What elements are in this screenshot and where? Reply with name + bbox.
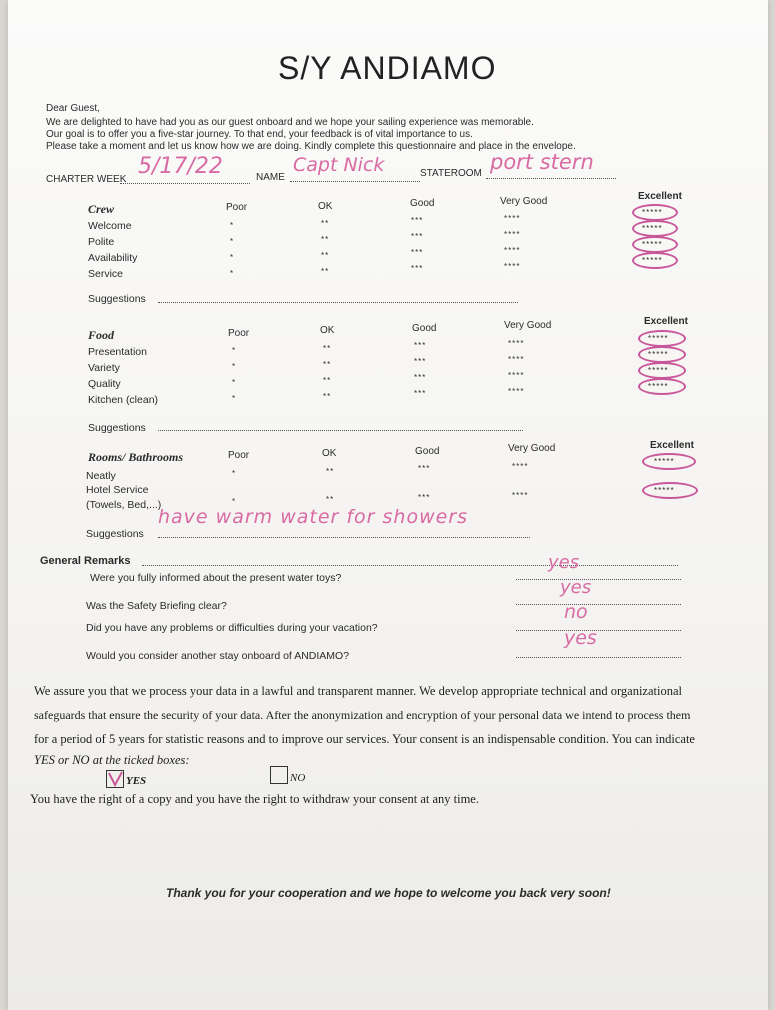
rooms-col-ok: OK: [322, 448, 337, 459]
section-title-crew: Crew: [88, 202, 115, 216]
food-r2-excellent[interactable]: *****: [648, 350, 669, 359]
crew-excellent-circle-4: [632, 252, 678, 269]
rooms-r1-good[interactable]: ***: [418, 464, 431, 473]
crew-r3-excellent[interactable]: *****: [642, 240, 663, 249]
crew-excellent-circle-3: [632, 236, 678, 253]
crew-r4-good[interactable]: ***: [411, 264, 424, 273]
answer-2: yes: [560, 577, 592, 598]
rooms-item-towels-bed: (Towels, Bed,...): [86, 499, 162, 511]
charter-week-label: CHARTER WEEK: [46, 174, 127, 185]
food-item-kitchen: Kitchen (clean): [88, 394, 159, 406]
crew-r4-ok[interactable]: **: [321, 267, 330, 276]
answer-3: no: [564, 601, 588, 623]
rooms-r2-poor[interactable]: *: [232, 497, 237, 506]
answer-line-4[interactable]: [516, 657, 681, 658]
food-excellent-circle-3: [638, 362, 686, 379]
food-r2-poor[interactable]: *: [232, 362, 237, 371]
crew-col-poor: Poor: [226, 202, 248, 213]
crew-col-excellent: Excellent: [638, 191, 682, 202]
rooms-item-hotel-service: Hotel Service: [86, 484, 149, 496]
food-item-quality: Quality: [88, 378, 121, 390]
charter-week-line: [120, 183, 250, 184]
food-col-very-good: Very Good: [504, 320, 552, 331]
rooms-item-neatly: Neatly: [86, 470, 116, 482]
food-r3-good[interactable]: ***: [414, 373, 427, 382]
crew-r2-good[interactable]: ***: [411, 232, 424, 241]
answer-line-3[interactable]: [516, 630, 681, 631]
crew-item-availability: Availability: [88, 252, 138, 264]
rooms-r1-very-good[interactable]: ****: [512, 462, 529, 471]
answer-1: yes: [548, 552, 580, 573]
food-item-variety: Variety: [88, 362, 120, 374]
crew-item-service: Service: [88, 268, 124, 280]
food-r2-ok[interactable]: **: [323, 360, 332, 369]
privacy-line-4: YES or NO at the ticked boxes:: [34, 753, 190, 767]
food-r1-ok[interactable]: **: [323, 344, 332, 353]
rooms-suggestions-line[interactable]: [158, 537, 530, 538]
answer-line-1[interactable]: [516, 579, 681, 580]
privacy-line-2: safeguards that ensure the security of your data. After the anonymization and encryption of your personal data we intend to process them: [34, 708, 691, 722]
thanks-text: Thank you for your cooperation and we hope to welcome you back very soon!: [166, 886, 611, 900]
crew-r4-very-good[interactable]: ****: [504, 262, 521, 271]
charter-week-value: 5/17/22: [138, 154, 223, 179]
food-col-good: Good: [412, 323, 437, 334]
consent-no-checkbox[interactable]: [270, 766, 288, 784]
crew-item-polite: Polite: [88, 236, 115, 248]
general-remarks-label: General Remarks: [40, 555, 131, 567]
privacy-line-1: We assure you that we process your data in a lawful and transparent manner. We develop appropriate technical and organizational: [34, 684, 682, 698]
rooms-col-poor: Poor: [228, 450, 250, 461]
food-excellent-circle-1: [638, 330, 686, 347]
food-col-ok: OK: [320, 325, 335, 336]
food-r2-very-good[interactable]: ****: [508, 355, 525, 364]
crew-r1-good[interactable]: ***: [411, 216, 424, 225]
crew-suggestions-line[interactable]: [158, 302, 518, 303]
food-r2-good[interactable]: ***: [414, 357, 427, 366]
food-col-poor: Poor: [228, 328, 250, 339]
food-r1-good[interactable]: ***: [414, 341, 427, 350]
food-r4-ok[interactable]: **: [323, 392, 332, 401]
stateroom-value: port stern: [490, 150, 594, 174]
rooms-r1-poor[interactable]: *: [232, 469, 237, 478]
stateroom-line: [486, 178, 616, 179]
name-value: Capt Nick: [293, 154, 385, 176]
greeting: Dear Guest,: [46, 103, 100, 114]
crew-col-ok: OK: [318, 201, 333, 212]
rooms-r2-very-good[interactable]: ****: [512, 491, 529, 500]
question-3: Did you have any problems or difficulties during your vacation?: [86, 622, 378, 634]
crew-col-very-good: Very Good: [500, 196, 548, 207]
food-suggestions-label: Suggestions: [88, 422, 146, 434]
consent-no-label: NO: [290, 772, 306, 784]
crew-r1-excellent[interactable]: *****: [642, 208, 663, 217]
crew-r3-poor[interactable]: *: [230, 253, 235, 262]
withdraw-text: You have the right of a copy and you have the right to withdraw your consent at any time.: [30, 792, 479, 806]
rooms-r2-ok[interactable]: **: [326, 495, 335, 504]
question-2: Was the Safety Briefing clear?: [86, 600, 227, 612]
rooms-col-excellent: Excellent: [650, 440, 694, 451]
crew-excellent-circle-2: [632, 220, 678, 237]
food-suggestions-line[interactable]: [158, 430, 523, 431]
rooms-excellent-circle-1: [642, 453, 696, 470]
rooms-col-very-good: Very Good: [508, 443, 556, 454]
crew-r1-ok[interactable]: **: [321, 219, 330, 228]
crew-r2-poor[interactable]: *: [230, 237, 235, 246]
consent-yes-label: YES: [126, 775, 147, 787]
crew-r3-very-good[interactable]: ****: [504, 246, 521, 255]
rooms-excellent-circle-2: [642, 482, 698, 499]
checkmark-icon: [107, 771, 123, 787]
food-r4-very-good[interactable]: ****: [508, 387, 525, 396]
crew-r1-very-good[interactable]: ****: [504, 214, 521, 223]
crew-r2-very-good[interactable]: ****: [504, 230, 521, 239]
privacy-line-3: for a period of 5 years for statistic reasons and to improve our services. Your consent is an indispensable condition. You can indicate: [34, 732, 695, 746]
rooms-suggestion-text: have warm water for showers: [158, 506, 469, 528]
crew-r4-poor[interactable]: *: [230, 269, 235, 278]
food-r1-excellent[interactable]: *****: [648, 334, 669, 343]
crew-col-good: Good: [410, 198, 435, 209]
answer-line-2[interactable]: [516, 604, 681, 605]
food-item-presentation: Presentation: [88, 346, 147, 358]
rooms-col-good: Good: [415, 446, 440, 457]
crew-r2-excellent[interactable]: *****: [642, 224, 663, 233]
food-r1-very-good[interactable]: ****: [508, 339, 525, 348]
rooms-r2-excellent[interactable]: *****: [654, 486, 675, 495]
name-line: [290, 181, 420, 182]
rooms-r1-ok[interactable]: **: [326, 467, 335, 476]
rooms-r2-good[interactable]: ***: [418, 493, 431, 502]
intro-line-1: We are delighted to have had you as our guest onboard and we hope your sailing experience was memorable.: [46, 117, 534, 128]
food-excellent-circle-4: [638, 378, 686, 395]
page-title: S/Y ANDIAMO: [278, 50, 497, 86]
answer-4: yes: [564, 627, 597, 649]
intro-line-3: Please take a moment and let us know how we are doing. Kindly complete this questionnaire and place in the envelope.: [46, 141, 576, 152]
consent-yes-checkbox[interactable]: [106, 770, 124, 788]
question-4: Would you consider another stay onboard of ANDIAMO?: [86, 650, 350, 662]
food-r4-poor[interactable]: *: [232, 394, 237, 403]
food-r3-very-good[interactable]: ****: [508, 371, 525, 380]
crew-item-welcome: Welcome: [88, 220, 132, 232]
crew-r3-ok[interactable]: **: [321, 251, 330, 260]
food-r4-good[interactable]: ***: [414, 389, 427, 398]
food-excellent-circle-2: [638, 346, 686, 363]
crew-excellent-circle-1: [632, 204, 678, 221]
food-r3-ok[interactable]: **: [323, 376, 332, 385]
crew-r1-poor[interactable]: *: [230, 221, 235, 230]
food-r4-excellent[interactable]: *****: [648, 382, 669, 391]
section-title-food: Food: [88, 328, 115, 342]
crew-r3-good[interactable]: ***: [411, 248, 424, 257]
crew-r4-excellent[interactable]: *****: [642, 256, 663, 265]
intro-line-2: Our goal is to offer you a five-star journey. To that end, your feedback is of vital importance to us.: [46, 129, 473, 140]
question-1: Were you fully informed about the present water toys?: [90, 572, 342, 584]
stateroom-label: STATEROOM: [420, 168, 482, 179]
questionnaire-sheet: [8, 0, 768, 1010]
rooms-r1-excellent[interactable]: *****: [654, 457, 675, 466]
food-col-excellent: Excellent: [644, 316, 688, 327]
crew-r2-ok[interactable]: **: [321, 235, 330, 244]
section-title-rooms: Rooms/ Bathrooms: [88, 450, 184, 464]
general-remarks-line[interactable]: [142, 565, 678, 566]
food-r3-excellent[interactable]: *****: [648, 366, 669, 375]
rooms-suggestions-label: Suggestions: [86, 528, 144, 540]
name-label: NAME: [256, 172, 285, 183]
crew-suggestions-label: Suggestions: [88, 293, 146, 305]
food-r1-poor[interactable]: *: [232, 346, 237, 355]
food-r3-poor[interactable]: *: [232, 378, 237, 387]
